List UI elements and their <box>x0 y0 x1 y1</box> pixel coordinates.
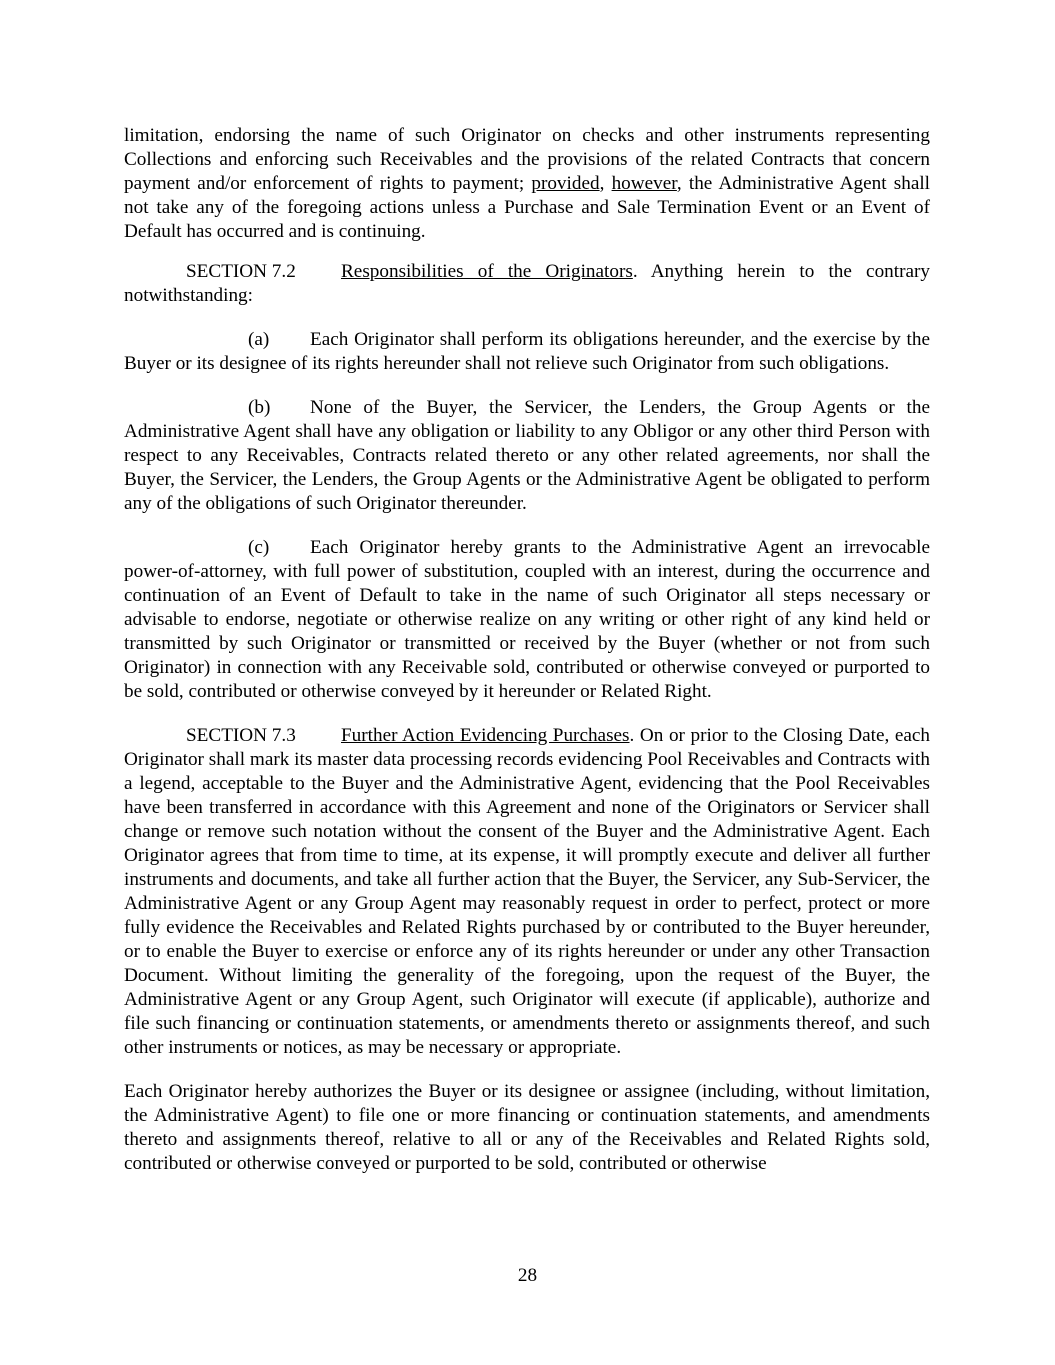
however-term: however <box>611 173 677 194</box>
clause-a <box>124 328 930 376</box>
section-text: . Anything herein to the contrary notwithstanding: <box>124 261 930 306</box>
clause-label: (b) <box>248 397 271 418</box>
section-7-2 <box>124 260 930 308</box>
paragraph-text: , the Administrative Agent shall not take any of the foregoing actions unless a Purchase and Sale Termination Event or an Event of Default has occurred and is continuing. <box>124 173 931 242</box>
authorization-paragraph <box>124 1080 930 1176</box>
provided-term: provided <box>531 173 600 194</box>
paragraph-continuation <box>124 124 930 244</box>
section-heading: Responsibilities of the Originators <box>341 261 633 282</box>
clause-label: (c) <box>248 537 270 558</box>
clause-label: (a) <box>248 329 270 350</box>
separator-text: , <box>599 173 612 194</box>
clause-c <box>124 536 930 704</box>
section-number: SECTION 7.2 <box>186 261 296 282</box>
section-text: . On or prior to the Closing Date, each Originator shall mark its master data processing records evidencing Pool Receivables and Contracts with a legend, acceptable to the Buyer and the Administrative Agent, evidencing that the Pool Receivables have been transferred in accordance with this Agreement and none of the Originators or Servicer shall change or remove such notation without the consent of the Buyer and the Administrative Agent. Each Originator agrees that from time to time, at its expense, it will promptly execute and deliver all further instruments and documents, and take all further action that the Buyer, the Servicer, any Sub-Servicer, the Administrative Agent or any Group Agent may reasonably request in order to perfect, protect or more fully evidence the Receivables and Related Rights purchased by or contributed to the Buyer hereunder, or to enable the Buyer to exercise or enforce any of its rights hereunder or under any other Transaction Document. Without limiting the generality of the foregoing, upon the request of the Buyer, the Administrative Agent or any Group Agent, such Originator will execute (if applicable), authorize and file such financing or continuation statements, or amendments thereto or assignments thereof, and such other instruments or notices, as may be necessary or appropriate. <box>124 725 930 1058</box>
clause-text: Each Originator shall perform its obligations hereunder, and the exercise by the Buyer or its designee of its rights hereunder shall not relieve such Originator from such obligations. <box>124 329 930 374</box>
section-7-3 <box>124 724 930 1060</box>
clause-text: None of the Buyer, the Servicer, the Lenders, the Group Agents or the Administrative Agent shall have any obligation or liability to any Obligor or any other third Person with respect to any Receivables, Contracts related thereto or any other related agreements, nor shall the Buyer, the Servicer, the Lenders, the Group Agents or the Administrative Agent be obligated to perform any of the obligations of such Originator thereunder. <box>124 397 930 514</box>
document-page <box>124 124 930 1196</box>
paragraph-text: Each Originator hereby authorizes the Buyer or its designee or assignee (including, without limitation, the Administrative Agent) to file one or more financing or continuation statements, and amendments thereto and assignments thereof, relative to all or any of the Receivables and Related Rights sold, contributed or otherwise conveyed or purported to be sold, contributed or otherwise <box>124 1081 930 1174</box>
paragraph-text: limitation, endorsing the name of such Originator on checks and other instruments representing Collections and enforcing such Receivables and the provisions of the related Contracts that concern payment and/or enforcement of rights to payment; <box>124 125 930 194</box>
clause-text: Each Originator hereby grants to the Administrative Agent an irrevocable power-of-attorney, with full power of substitution, coupled with an interest, during the occurrence and continuation of an Event of Default to take in the name of such Originator all steps necessary or advisable to endorse, negotiate or otherwise realize on any writing or other right of any kind held or transmitted by such Originator or transmitted or received by the Buyer (whether or not from such Originator) in connection with any Receivable sold, contributed or otherwise conveyed or purported to be sold, contributed or otherwise conveyed by it hereunder or Related Right. <box>124 537 930 702</box>
clause-b <box>124 396 930 516</box>
section-number: SECTION 7.3 <box>186 725 296 746</box>
section-heading: Further Action Evidencing Purchases <box>341 725 630 746</box>
page-number: 28 <box>517 1265 538 1286</box>
